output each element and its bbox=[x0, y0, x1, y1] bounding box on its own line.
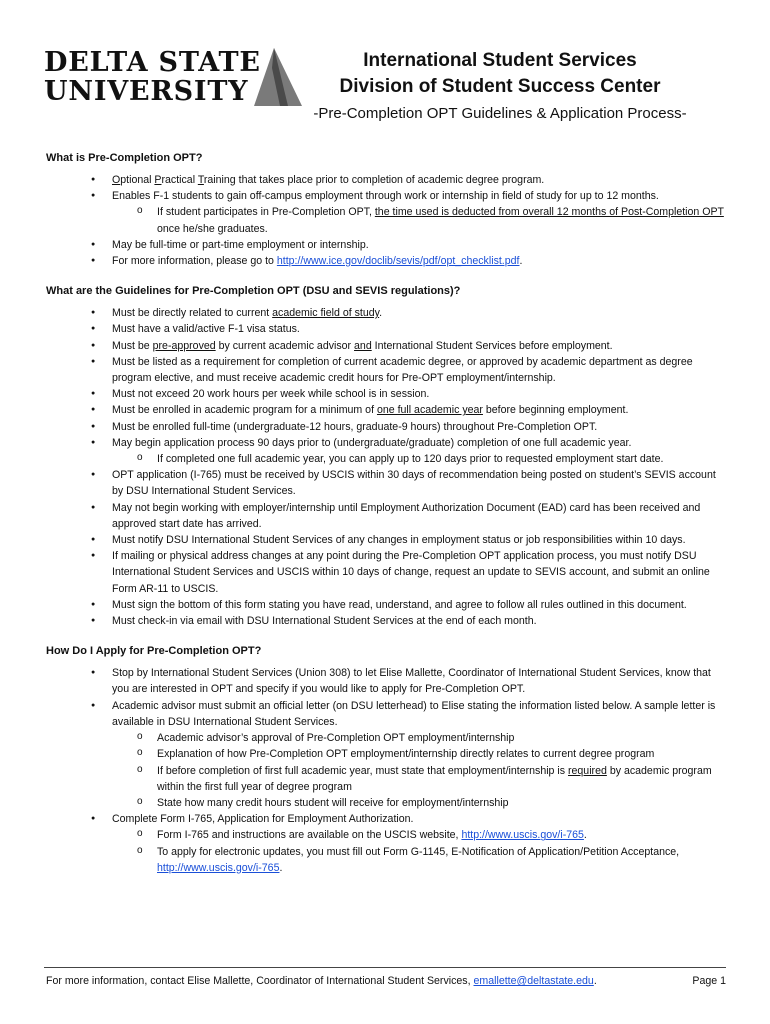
contact-email-link[interactable]: emallette@deltastate.edu bbox=[473, 975, 594, 987]
footer-text: For more information, contact Elise Mallette, Coordinator of International Student Services, bbox=[46, 975, 474, 987]
footer-divider bbox=[44, 967, 726, 968]
sub-list-item: o Explanation of how Pre-Completion OPT employment/internship directly relates to current degree program bbox=[112, 746, 726, 762]
list-item: ● If mailing or physical address changes at any point during the Pre-Completion OPT application process, you must notify DSU International Student Services and USCIS within 10 days of change, request an update to SEVIS account, and submit an online Form AR-11 to USCIS. bbox=[46, 548, 726, 597]
uscis-i765-link-2[interactable]: http://www.uscis.gov/i-765 bbox=[157, 861, 280, 874]
page-number: Page 1 bbox=[692, 975, 726, 987]
sub-list-item: o If completed one full academic year, you can apply up to 120 days prior to requested employment start date. bbox=[112, 451, 726, 467]
list-item: ● May not begin working with employer/internship until Employment Authorization Document (EAD) card has been received and approved start date has arrived. bbox=[46, 500, 726, 532]
sub-list-item: o To apply for electronic updates, you must fill out Form G-1145, E-Notification of Application/Petition Acceptance, http://www.uscis.gov/i-765. bbox=[112, 844, 726, 876]
list-item: ● Complete Form I-765, Application for Employment Authorization. o Form I-765 and instructions are available on the USCIS website, http://www.uscis.gov/i-765. o To apply for electronic updates, you must fill out Form G-1145, E-Notification of Application/Petition Acceptance, http://www.uscis.gov/i-765. bbox=[46, 811, 726, 876]
list-item: ● Must be pre-approved by current academic advisor and International Student Services before employment. bbox=[46, 338, 726, 354]
list-item: ● Optional Practical Training that takes place prior to completion of academic degree program. bbox=[46, 172, 726, 188]
list-item: ● Must be enrolled full-time (undergraduate-12 hours, graduate-9 hours) throughout Pre-Completion OPT. bbox=[46, 419, 726, 435]
list-item: ● Must be enrolled in academic program for a minimum of one full academic year before beginning employment. bbox=[46, 402, 726, 418]
uscis-i765-link[interactable]: http://www.uscis.gov/i-765 bbox=[461, 829, 584, 842]
logo-triangle-icon bbox=[254, 48, 302, 106]
list-item: ● Must sign the bottom of this form stating you have read, understand, and agree to follow all rules outlined in this document. bbox=[46, 597, 726, 613]
list-item: ● Must be directly related to current academic field of study. bbox=[46, 305, 726, 321]
section-heading-what-is: What is Pre-Completion OPT? bbox=[46, 152, 203, 164]
list-item: ● Stop by International Student Services (Union 308) to let Elise Mallette, Coordinator of International Student Services, know that you are interested in OPT and specify if you would like to apply for Pre-Completion OPT. bbox=[46, 665, 726, 697]
what-is-list bbox=[46, 172, 726, 269]
footer: For more information, contact Elise Mallette, Coordinator of International Student Services, emallette@deltastate.edu. Page 1 bbox=[46, 975, 726, 987]
list-item: ● For more information, please go to http://www.ice.gov/doclib/sevis/pdf/opt_checklist.pdf. bbox=[46, 253, 726, 269]
list-item: ● May begin application process 90 days prior to (undergraduate/graduate) completion of one full academic year. o If completed one full academic year, you can apply up to 120 days prior to requested employment start date. bbox=[46, 435, 726, 467]
sub-list-item: o If before completion of first full academic year, must state that employment/internship is required by academic program within the first full year of degree program bbox=[112, 763, 726, 795]
logo-line-2: UNIVERSITY bbox=[44, 76, 249, 107]
logo-line-1: DELTA STATE bbox=[44, 47, 261, 78]
sub-list-item: o Academic advisor’s approval of Pre-Completion OPT employment/internship bbox=[112, 730, 726, 746]
list-item: ● Must check-in via email with DSU International Student Services at the end of each month. bbox=[46, 613, 726, 629]
list-item: ● Academic advisor must submit an official letter (on DSU letterhead) to Elise stating the information listed below. A sample letter is available in DSU International Student Services. o Academic advisor’s approval of Pre-Completion OPT employment/internship o Explanation of how Pre-Completion OPT employment/internship directly relates to current degree program o If before completion of first full academic year, must state that employment/internship is required by academic program within the first full year of degree program o State how many credit hours student will receive for employment/internship bbox=[46, 698, 726, 811]
sub-list-item: o Form I-765 and instructions are available on the USCIS website, http://www.uscis.gov/i-765. bbox=[112, 827, 726, 843]
list-item: ● Enables F-1 students to gain off-campus employment through work or internship in field of study for up to 12 months. o If student participates in Pre-Completion OPT, the time used is deducted from overall 12 months of Post-Completion OPT once he/she graduates. bbox=[46, 188, 726, 237]
sub-list-item: o State how many credit hours student will receive for employment/internship bbox=[112, 795, 726, 811]
opt-checklist-link[interactable]: http://www.ice.gov/doclib/sevis/pdf/opt_checklist.pdf bbox=[276, 255, 520, 268]
document-body bbox=[46, 150, 726, 876]
list-item: ● Must not exceed 20 work hours per week while school is in session. bbox=[46, 386, 726, 402]
list-item: ● Must have a valid/active F-1 visa status. bbox=[46, 321, 726, 337]
section-heading-how-to-apply: How Do I Apply for Pre-Completion OPT? bbox=[46, 645, 262, 658]
header-title-1: International Student Services bbox=[363, 50, 637, 71]
list-item: ● Must notify DSU International Student Services of any changes in employment status or job responsibilities within 10 days. bbox=[46, 532, 726, 548]
apply-list bbox=[46, 665, 726, 876]
guidelines-list bbox=[46, 305, 726, 629]
sub-list-item: o If student participates in Pre-Completion OPT, the time used is deducted from overall 12 months of Post-Completion OPT once he/she graduates. bbox=[112, 204, 726, 236]
section-heading-guidelines: What are the Guidelines for Pre-Completion OPT (DSU and SEVIS regulations)? bbox=[46, 285, 461, 298]
list-item: ● Must be listed as a requirement for completion of current academic degree, or approved by academic department as degree program elective, and must receive academic credit hours for Pre-OPT employment/internship. bbox=[46, 354, 726, 386]
header-titles bbox=[300, 48, 700, 100]
delta-state-logo bbox=[44, 48, 294, 110]
list-item: ● May be full-time or part-time employment or internship. bbox=[46, 237, 726, 253]
header-title-2: Division of Student Success Center bbox=[339, 76, 661, 97]
list-item: ● OPT application (I-765) must be received by USCIS within 30 days of recommendation being posted on student’s SEVIS account by DSU International Student Services. bbox=[46, 467, 726, 499]
header-subtitle: -Pre-Completion OPT Guidelines & Application Process- bbox=[313, 105, 687, 122]
